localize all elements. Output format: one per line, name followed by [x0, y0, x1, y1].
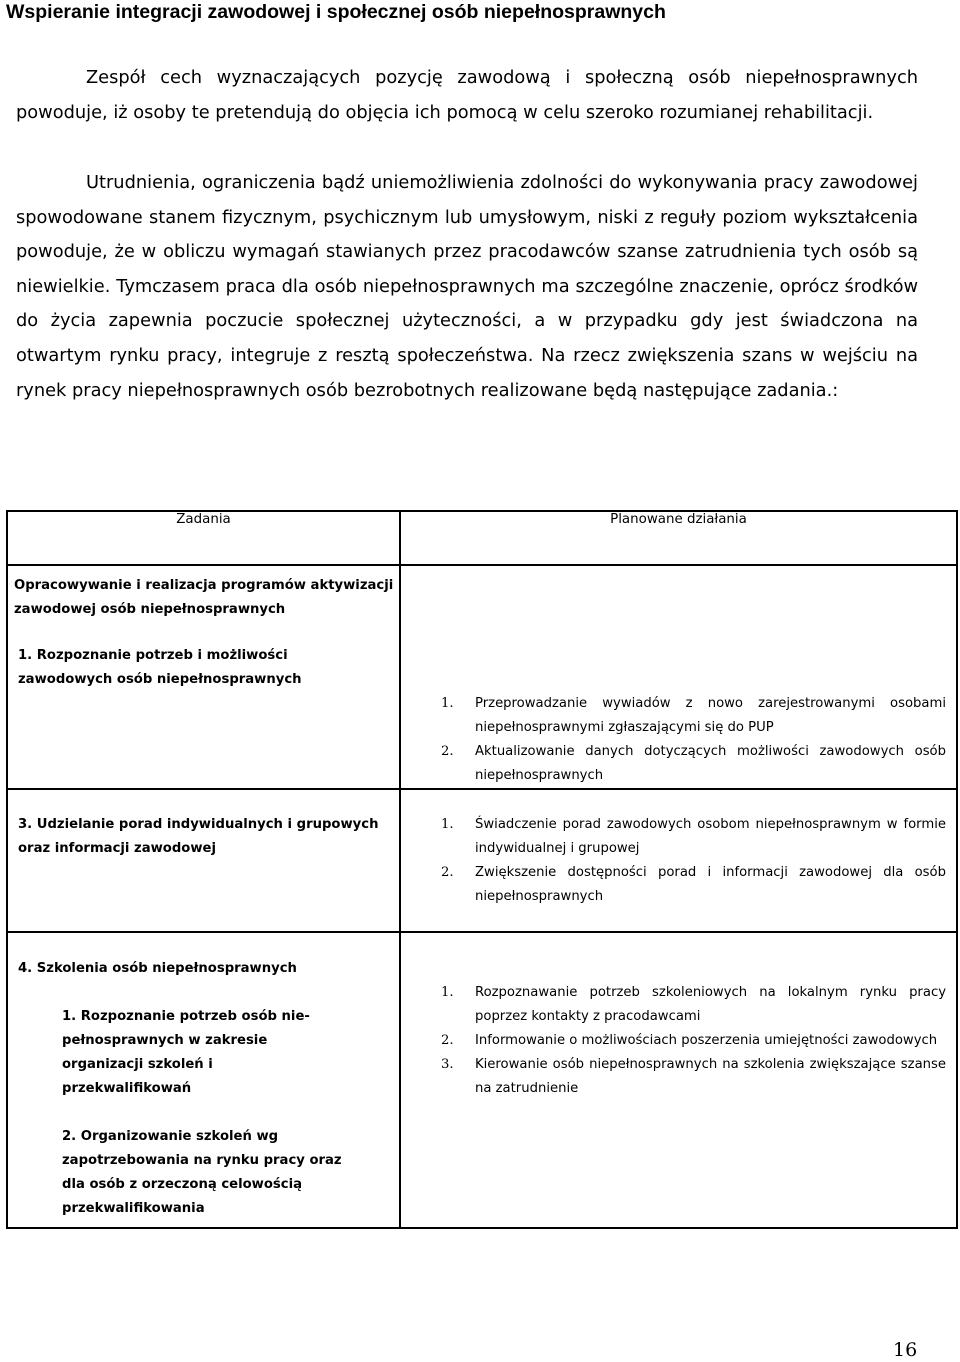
intro-paragraph: Zespół cech wyznaczających pozycję zawodową i społeczną osób niepełnosprawnych powoduje, iż osoby te pretendują do objęcia ich pomocą w celu szeroko rozumianej rehabilitacji.: [16, 67, 918, 123]
list-item-text: Świadczenie porad zawodowych osobom niepełnosprawnym w formie indywidualnej i grupowej: [475, 817, 946, 856]
list-item-number: 3.: [441, 1057, 454, 1072]
table-row: [7, 789, 957, 932]
task-cell-row-1: [7, 565, 400, 789]
list-item-number: 2.: [441, 865, 454, 880]
table-header-row: [7, 511, 957, 565]
table-row: [7, 932, 957, 1228]
list-item: [401, 740, 956, 788]
list-item-text: Informowanie o możliwościach poszerzenia umiejętności zawodowych: [475, 1033, 938, 1048]
table-row: [7, 565, 957, 789]
actions-cell-row-1: [400, 565, 957, 789]
subtask-2: 2. Organizowanie szkoleń wg zapotrzebowania na rynku pracy oraz dla osób z orzeczoną celowością przekwalifikowania: [62, 1129, 342, 1216]
actions-cell-row-3: [400, 789, 957, 932]
list-item-text: Rozpoznawanie potrzeb szkoleniowych na lokalnym rynku pracy poprzez kontakty z pracodawcami: [475, 985, 946, 1024]
list-item: [401, 981, 956, 1029]
list-item-number: 1.: [441, 817, 454, 832]
list-item-number: 1.: [441, 696, 454, 711]
tasks-table: [6, 510, 958, 1229]
actions-list-3: [401, 813, 956, 909]
actions-cell-row-4: [400, 932, 957, 1228]
list-item-number: 2.: [441, 744, 454, 759]
list-item-text: Przeprowadzanie wywiadów z nowo zarejestrowanymi osobami niepełnosprawnymi zgłaszającymi się do PUP: [475, 696, 946, 735]
task-label-3: 3. Udzielanie porad indywidualnych i grupowych oraz informacji zawodowej: [18, 817, 379, 856]
list-item: [401, 692, 956, 740]
list-item-text: Kierowanie osób niepełnosprawnych na szkolenia zwiększające szanse na zatrudnienie: [475, 1057, 946, 1096]
header-cell-tasks: [7, 511, 400, 565]
list-item-text: Zwiększenie dostępności porad i informacji zawodowej dla osób niepełnosprawnych: [475, 865, 946, 904]
task-cell-row-3: [7, 789, 400, 932]
group-title: Opracowywanie i realizacja programów aktywizacji zawodowej osób niepełnosprawnych: [14, 578, 394, 617]
actions-list-4: [401, 981, 956, 1101]
list-item: [401, 861, 956, 909]
body-paragraph: Utrudnienia, ograniczenia bądź uniemożliwienia zdolności do wykonywania pracy zawodowej spowodowane stanem fizycznym, psychicznym lub umysłowym, niski z reguły poziom wykształcenia powoduje, że w obliczu wymagań stawianych przez pracodawców szanse zatrudnienia tych osób są niewielkie. Tymczasem praca dla osób niepełnosprawnych ma szczególne znaczenie, oprócz środków do życia zapewnia poczucie społecznej użyteczności, a w przypadku gdy jest świadczona na otwartym rynku pracy, integruje z resztą społeczeństwa. Na rzecz zwiększenia szans w wejściu na rynek pracy niepełnosprawnych osób bezrobotnych realizowane będą następujące zadania.:: [16, 172, 918, 401]
list-item-text: Aktualizowanie danych dotyczących możliwości zawodowych osób niepełnosprawnych: [475, 744, 946, 783]
list-item: [401, 813, 956, 861]
list-item: [401, 1029, 956, 1053]
task-cell-row-4: [7, 932, 400, 1228]
actions-list-1: [401, 692, 956, 788]
document-title: Wspieranie integracji zawodowej i społecznej osób niepełnosprawnych: [6, 1, 666, 23]
header-cell-actions: [400, 511, 957, 565]
list-item-number: 1.: [441, 985, 454, 1000]
task-label-4: 4. Szkolenia osób niepełnosprawnych: [18, 961, 297, 976]
list-item: [401, 1053, 956, 1101]
subtask-1: 1. Rozpoznanie potrzeb osób nie-pełnosprawnych w zakresie organizacji szkoleń i przekwalifikowań: [62, 1009, 310, 1096]
page-number: 16: [893, 1339, 918, 1361]
header-actions: Planowane działania: [610, 512, 747, 527]
task-label-1: 1. Rozpoznanie potrzeb i możliwości zawodowych osób niepełnosprawnych: [18, 648, 302, 687]
list-item-number: 2.: [441, 1033, 454, 1048]
header-tasks: Zadania: [176, 512, 231, 527]
